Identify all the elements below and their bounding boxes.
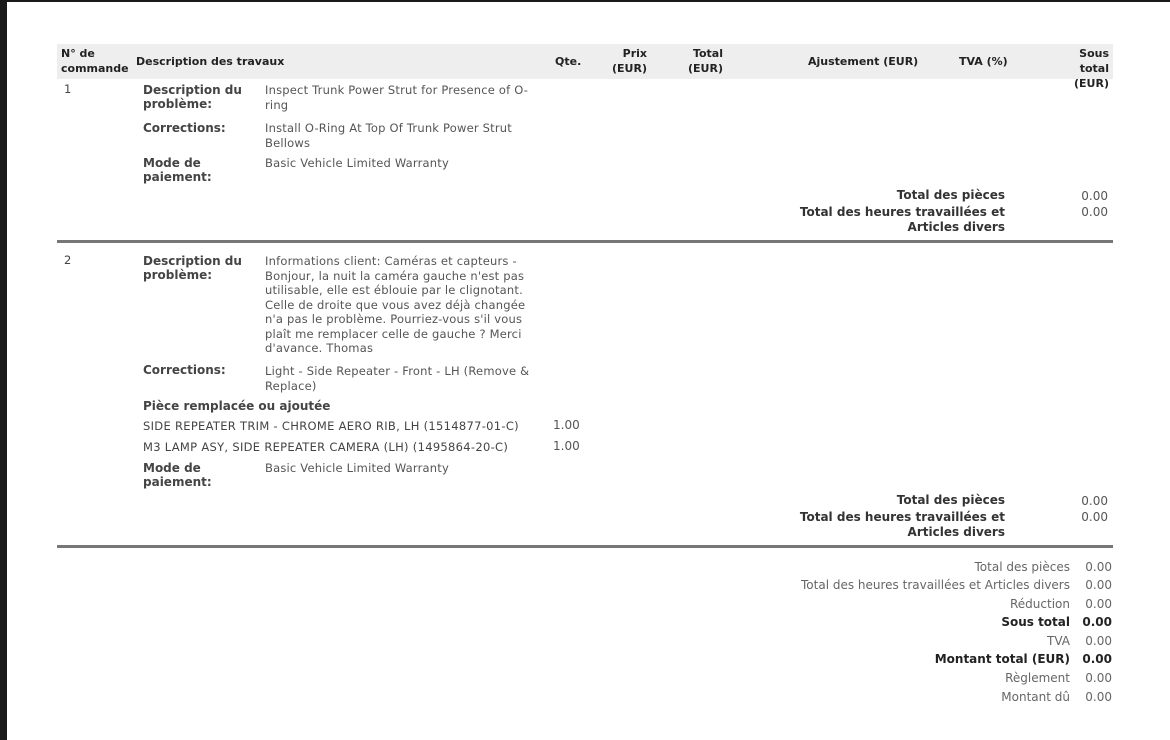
summary-label: Montant dû [1001,690,1070,704]
part-name: SIDE REPEATER TRIM - CHROME AERO RIB, LH (1514877-01-C) [143,419,519,433]
header-vat: TVA (%) [959,55,1008,68]
part-name: M3 LAMP ASY, SIDE REPEATER CAMERA (LH) (1495864-20-C) [143,440,509,454]
total-labor-value: 0.00 [1081,510,1108,524]
summary-value: 0.00 [1082,615,1112,629]
total-labor-label: Total des heures travaillées et Articles divers [799,510,1005,539]
total-parts-value: 0.00 [1081,494,1108,508]
order-separator [57,545,1113,548]
summary-value: 0.00 [1082,652,1112,666]
summary-label: Total des heures travaillées et Articles divers [801,578,1070,592]
problem-text: Inspect Trunk Power Strut for Presence of O-ring [265,83,529,112]
total-parts-label: Total des pièces [896,493,1005,507]
invoice-page [7,2,1170,740]
summary-label: Montant total (EUR) [934,652,1070,666]
summary-value: 0.00 [1085,634,1112,648]
payment-text: Basic Vehicle Limited Warranty [265,156,450,170]
header-order-number: N° de commande [61,47,129,75]
total-parts-label: Total des pièces [896,188,1005,202]
total-parts-value: 0.00 [1081,189,1108,203]
header-qty: Qte. [555,55,582,68]
part-qty: 1.00 [553,439,580,453]
order-number: 1 [64,82,72,96]
total-labor-value: 0.00 [1081,205,1108,219]
payment-label: Mode de paiement: [143,156,212,184]
order-number: 2 [64,253,72,267]
problem-label: Description du problème: [143,83,242,111]
payment-text: Basic Vehicle Limited Warranty [265,461,450,475]
header-total: Total (EUR) [688,47,723,75]
corrections-label: Corrections: [143,121,226,135]
problem-text: Informations client: Caméras et capteurs - Bonjour, la nuit la caméra gauche n'est pas utilisable, elle est éblouie par le clignotant. Celle de droite que vous avez déjà changée n'a pas le problème. Pourriez-vous s'il vous plaît me remplacer celle de gauche ? Merci d'avance. Thomas [265,254,526,355]
header-subtotal: Sous total (EUR) [1074,47,1109,90]
summary-label: Règlement [1005,671,1070,685]
summary-value: 0.00 [1085,671,1112,685]
corrections-text: Install O-Ring At Top Of Trunk Power Strut Bellows [265,121,512,150]
summary-label: Sous total [1001,615,1070,629]
problem-label: Description du problème: [143,254,242,282]
summary-value: 0.00 [1085,597,1112,611]
parts-header: Pièce remplacée ou ajoutée [143,399,331,413]
summary-label: Réduction [1010,597,1070,611]
header-price: Prix (EUR) [612,47,647,75]
header-adjustment: Ajustement (EUR) [808,55,919,68]
summary-label: TVA [1047,634,1070,648]
part-qty: 1.00 [553,418,580,432]
summary-value: 0.00 [1085,690,1112,704]
summary-value: 0.00 [1085,578,1112,592]
corrections-label: Corrections: [143,363,226,377]
order-separator [57,240,1113,243]
summary-label: Total des pièces [974,560,1070,574]
header-description: Description des travaux [136,55,285,68]
summary-value: 0.00 [1085,560,1112,574]
total-labor-label: Total des heures travaillées et Articles divers [799,205,1005,234]
corrections-text: Light - Side Repeater - Front - LH (Remove & Replace) [265,364,530,393]
payment-label: Mode de paiement: [143,461,212,489]
